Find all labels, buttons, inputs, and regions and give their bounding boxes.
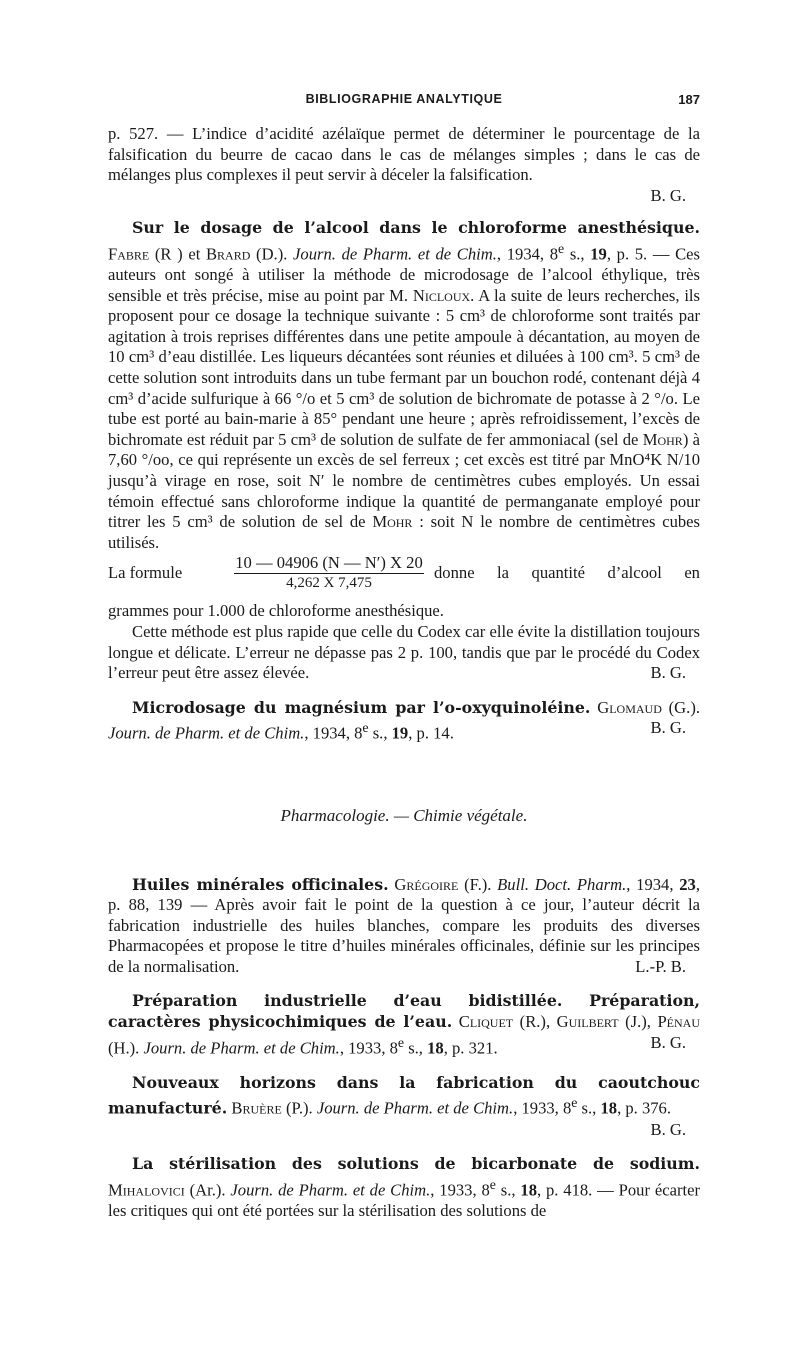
article-4-ref-volume: 23	[679, 874, 696, 894]
article-5-author-2: Guilbert	[556, 1012, 619, 1032]
article-3-ref-page: , p. 14.	[408, 723, 454, 743]
article-3-author-initial: (G.).	[661, 697, 700, 717]
article-2-body-2: . A la suite de leurs recherches, ils proposent pour ce dosage la technique suivante : 5 cm³ de chloroforme sont traités par agitation à trois reprises différentes dans une petite ampoule à décantation, au moyen de 10 cm³ d’eau distillée. Les liqueurs décantées sont réunies et diluées à 100 cm³. 5 cm³ de cette solution sont introduits dans un tube fermant par un bouchon rodé, contenant déjà 4 cm³ d’acide sulfurique à 66 °/o et 5 cm³ de solution de bichromate de potasse à 2 °/o. Le tube est porté au bain-marie à 85° pendant une heure ; après refroidissement, l’excès de bichromate est réduit par 5 cm³ de solution de sulfate de fer ammoniacal (sel de	[108, 285, 700, 449]
running-head: BIBLIOGRAPHIE ANALYTIQUE	[305, 92, 503, 106]
formula-numerator: 10 — 04906 (N — N′) X 20	[235, 553, 423, 573]
article-4-paragraph	[108, 875, 700, 978]
formula-tail	[434, 563, 700, 583]
article-2-body-5: grammes pour 1.000 de chloroforme anesthésique.	[108, 601, 444, 621]
article-5-author-3-initial: (H.).	[108, 1038, 144, 1058]
formula-label: La formule	[108, 563, 183, 583]
article-3-paragraph	[108, 698, 700, 745]
page-number: 187	[678, 92, 700, 107]
section-title: Pharmacologie. — Chimie végétale.	[280, 805, 528, 825]
article-7-journal: Journ. de Pharm. et de Chim.	[230, 1180, 431, 1200]
article-7-ref-series: s.,	[495, 1180, 521, 1200]
article-7-ref-series-sup: e	[489, 1176, 496, 1192]
article-2-ref-series: s.,	[564, 244, 591, 264]
article-5-ref-series-sup: e	[397, 1034, 405, 1050]
article-5-author-2-initial: (J.),	[618, 1012, 658, 1032]
article-4-signature: L.-P. B.	[635, 956, 686, 976]
article-4-title: Huiles minérales officinales.	[132, 874, 389, 894]
article-6-paragraph	[108, 1073, 700, 1120]
article-6-author-initial: (P.).	[281, 1098, 317, 1118]
article-2-ref-page: , p. 5. —	[606, 244, 676, 264]
article-2-author-1: Fabre	[108, 244, 150, 264]
article-2-body-4: : soit N le nombre de centimètres cubes utilisés.	[108, 512, 701, 552]
article-6-ref-series: s.,	[577, 1098, 601, 1118]
article-2-mohr-2: Mohr	[372, 512, 413, 532]
article-5-ref-series: s.,	[404, 1038, 428, 1058]
article-2-title: Sur le dosage de l’alcool dans le chloroforme anesthésique.	[132, 218, 700, 238]
article-2-body-1: Ces auteurs ont songé à utiliser la méthode de microdosage de l’alcool éthylique, très sensible et très précise, mise au point par M.	[108, 244, 700, 305]
article-5-journal: Journ. de Pharm. et de Chim.	[143, 1038, 340, 1058]
formula-tail-word: d’alcool	[607, 563, 662, 583]
article-2-person: Nicloux	[412, 285, 471, 305]
article-6-ref-page: , p. 376.	[617, 1098, 671, 1118]
formula-fraction	[234, 553, 424, 593]
article-5-ref-volume: 18	[427, 1038, 444, 1058]
article-7-paragraph	[108, 1154, 700, 1221]
article-5-signature: B. G.	[650, 1032, 686, 1052]
article-2-paragraph	[108, 218, 700, 553]
article-2-ref-series-sup: e	[558, 240, 565, 256]
article-3-ref-series: s.,	[368, 723, 392, 743]
article-6-title: Nouveaux horizons dans la fabrication du caoutchouc manufacturé.	[108, 1072, 700, 1118]
formula-tail-word: la	[497, 563, 510, 583]
formula-tail-word: en	[684, 563, 700, 583]
article-7-body: Pour écarter les critiques qui ont été portées sur la stérilisation des solutions de	[108, 1180, 700, 1220]
article-2-formula	[108, 553, 700, 601]
article-3-ref-volume: 19	[391, 723, 409, 743]
article-2-journal: Journ. de Pharm. et de Chim.	[293, 244, 497, 264]
article-5-ref-page: , p. 321.	[443, 1038, 498, 1058]
article-2-mohr-1: Mohr	[642, 429, 683, 449]
article-5-author-1: Cliquet	[458, 1012, 514, 1032]
article-7-author-initial: (Ar.).	[184, 1180, 231, 1200]
article-3-author: Glomaud	[597, 697, 662, 717]
formula-denominator: 4,262 X 7,475	[286, 575, 372, 592]
article-1-text: p. 527. — L’indice d’acidité azélaïque permet de déterminer le pourcentage de la falsification du beurre de cacao dans le cas de mélanges simples ; dans le cas de mélanges plus complexes il peut servir à déceler la falsification.	[108, 124, 700, 185]
article-4-ref-page: , p. 88, 139 —	[108, 874, 700, 915]
formula-tail-word: quantité	[531, 563, 585, 583]
article-5-title: Préparation industrielle d’eau bidistillée. Préparation, caractères physicochimiques de l’eau.	[108, 991, 700, 1032]
page-header	[108, 92, 700, 112]
article-1-signature: B. G.	[650, 185, 686, 205]
article-6-journal: Journ. de Pharm. et de Chim.	[316, 1098, 514, 1118]
article-4-journal: Bull. Doct. Pharm.	[497, 874, 627, 894]
article-7-title: La stérilisation des solutions de bicarbonate de sodium.	[132, 1154, 700, 1174]
article-6-signature: B. G.	[650, 1119, 686, 1139]
article-3-ref-year: , 1934, 8	[304, 723, 363, 743]
article-7-author: Mihalovici	[108, 1180, 185, 1200]
article-4-body: Après avoir fait le point de la question à ce jour, l’auteur décrit la fabrication industrielle des huiles blanches, compare les produits des diverses Pharmacopées et propose le titre d’huiles minérales officinales, définie sur les principes de la normalisation.	[108, 895, 700, 976]
article-5-ref-year: , 1933, 8	[339, 1038, 398, 1058]
article-4-author: Grégoire	[394, 874, 459, 894]
article-7-ref-volume: 18	[520, 1180, 537, 1200]
article-2-ref-year: , 1934, 8	[496, 244, 559, 264]
article-5-author-3: Pénau	[657, 1012, 700, 1032]
article-2-signature: B. G.	[650, 663, 686, 683]
article-6-author: Bruère	[231, 1098, 282, 1118]
article-2-body-6-text: Cette méthode est plus rapide que celle du Codex car elle évite la distillation toujours longue et délicate. L’erreur ne dépasse pas 2 p. 100, tandis que par le procédé du Codex l’erreur peut être assez élevée.	[108, 622, 700, 683]
article-4-ref-year: , 1934,	[626, 874, 680, 894]
page-body	[108, 124, 700, 1221]
article-3-ref-series-sup: e	[362, 720, 369, 736]
article-5-author-1-initial: (R.),	[513, 1012, 557, 1032]
article-4-author-initial: (F.).	[458, 874, 498, 894]
article-5-paragraph	[108, 991, 700, 1058]
article-2-body-3: ) à 7,60 °/oo, ce qui représente un excès de sel ferreux ; cet excès est titré par MnO⁴K N/10 jusqu’à virage en rose, soit N′ le nombre de centimètres cubes employés. Un essai témoin effectué sans chloroforme indique la quantité de permanganate employé pour titrer les 5 cm³ de solution de sel de	[108, 429, 700, 532]
article-3-signature: B. G.	[650, 718, 686, 738]
formula-tail-word: donne	[434, 563, 475, 583]
article-3-title: Microdosage du magnésium par l’o-oxyquinoléine.	[132, 697, 591, 717]
article-2-author-2-initial: (D.).	[250, 244, 294, 264]
article-2-author-2: Brard	[205, 244, 251, 264]
article-2-ref-volume: 19	[590, 244, 607, 264]
article-6-ref-year: , 1933, 8	[513, 1098, 572, 1118]
article-7-ref-page: , p. 418. —	[536, 1180, 619, 1200]
article-3-journal: Journ. de Pharm. et de Chim.	[108, 723, 305, 743]
article-6-ref-volume: 18	[600, 1098, 618, 1118]
article-2-author-1-initial: (R ) et	[149, 244, 206, 264]
article-2-body-6	[108, 622, 700, 684]
article-6-ref-series-sup: e	[571, 1095, 578, 1111]
article-7-ref-year: , 1933, 8	[430, 1180, 490, 1200]
